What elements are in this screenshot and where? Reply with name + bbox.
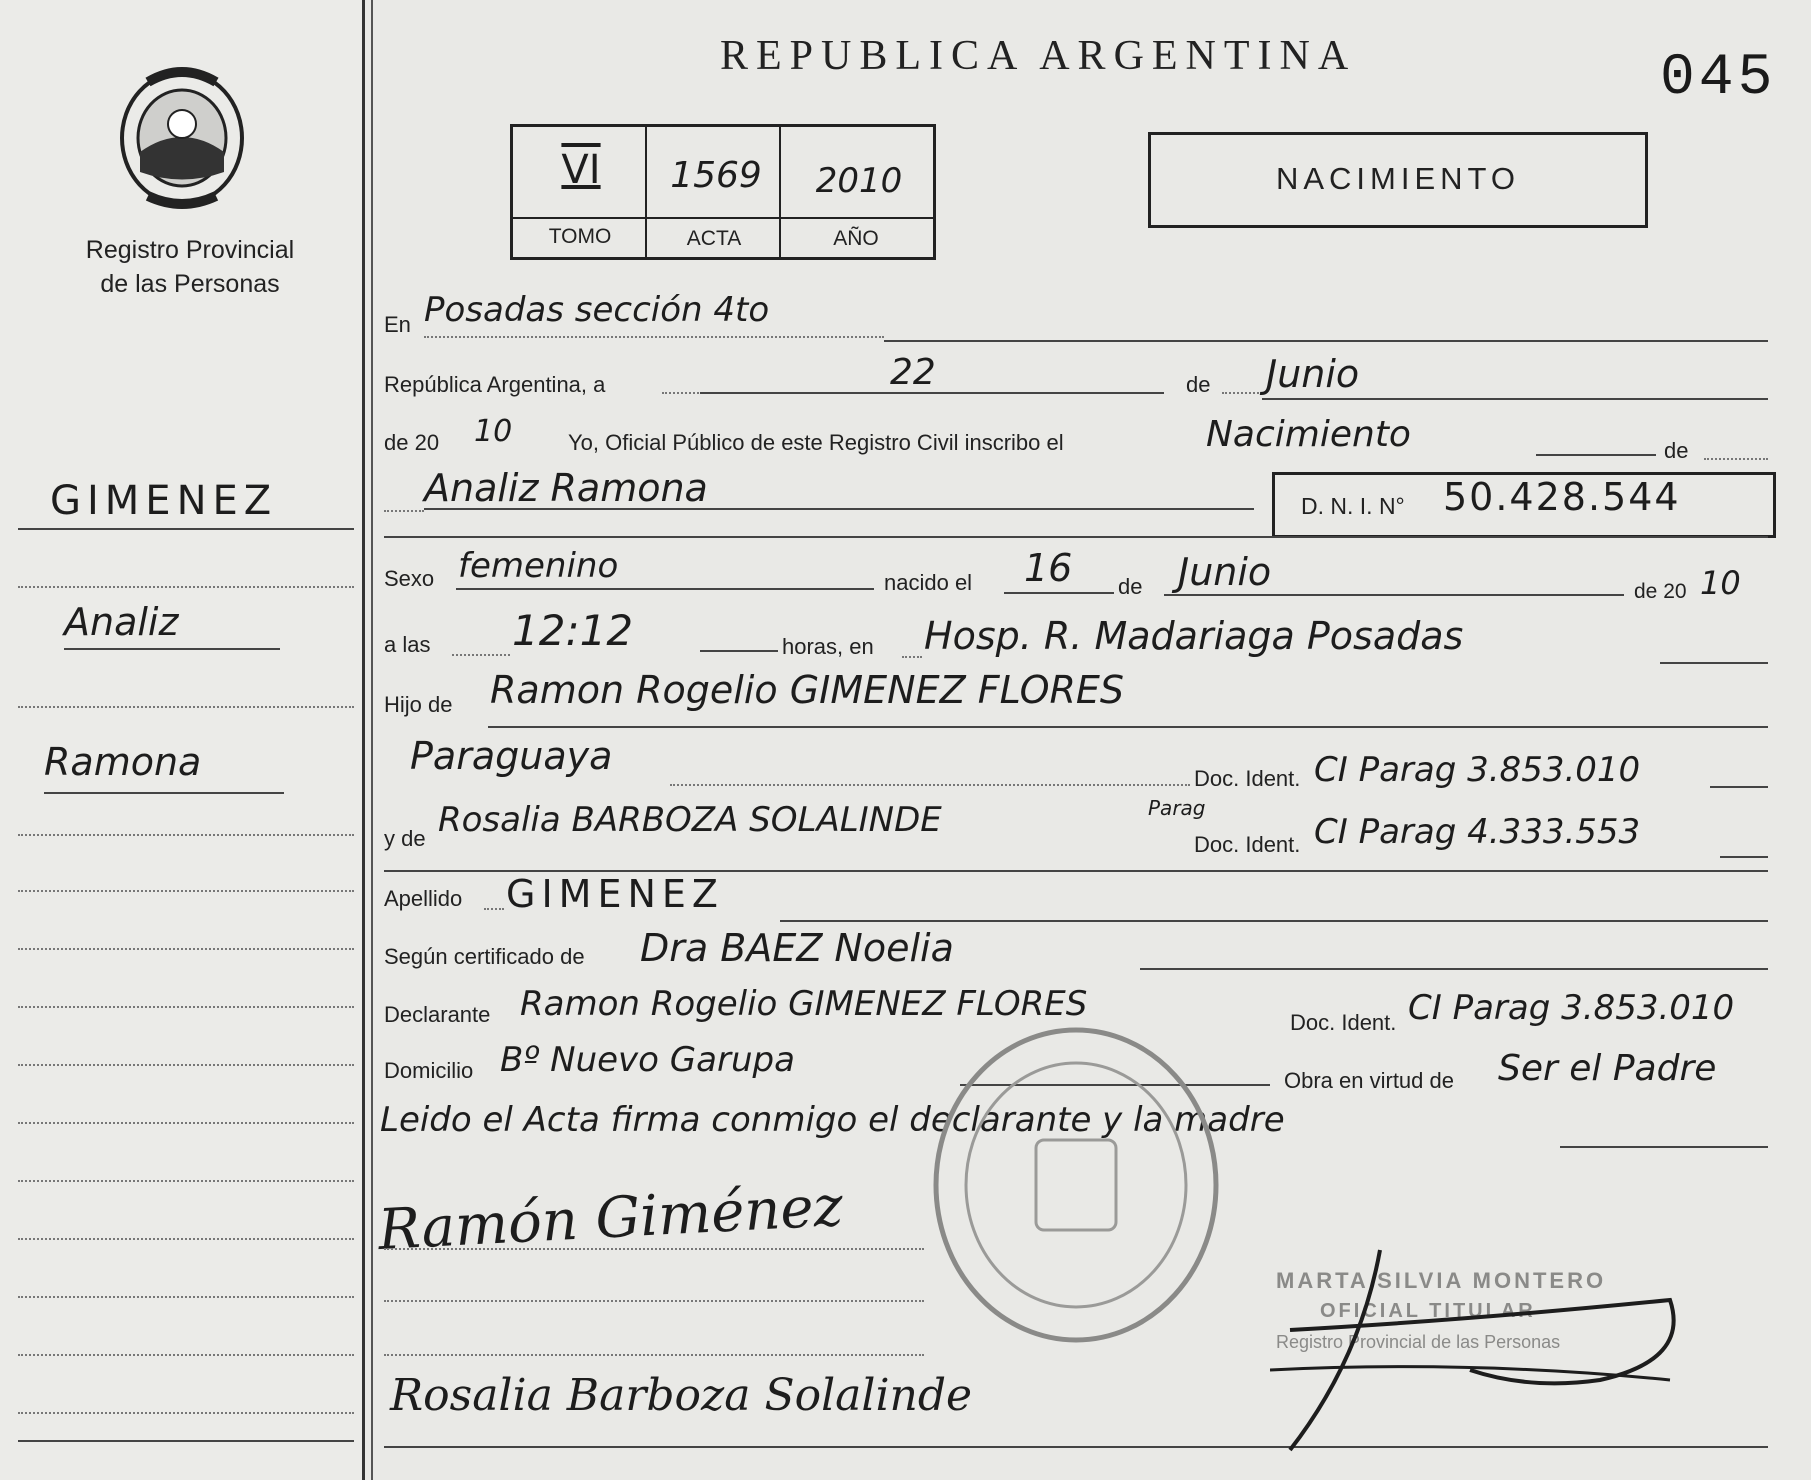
dni-label: D. N. I. N° (1301, 493, 1405, 519)
sexo-value: femenino (458, 546, 619, 586)
month-value: Junio (1266, 352, 1360, 396)
time-value: 12:12 (512, 606, 634, 655)
birth-day: 16 (1024, 546, 1073, 590)
birth-month: Junio (1178, 550, 1272, 594)
father-doc: CI Parag 3.853.010 (1314, 750, 1641, 790)
mother-nationality: Parag (1148, 796, 1206, 820)
alas-label: a las (384, 632, 431, 657)
de-label: de (1186, 372, 1211, 397)
act-type-box (1148, 132, 1648, 228)
official-name: MARTA SILVIA MONTERO (1276, 1268, 1607, 1293)
stub-name2: Ramona (44, 740, 202, 784)
child-name: Analiz Ramona (424, 466, 708, 510)
nacido-label: nacido el (884, 570, 973, 595)
segun-label: Según certificado de (384, 944, 585, 969)
registry-title-line1: Registro Provincial (85, 236, 295, 264)
declarante-doc-label: Doc. Ident. (1290, 1010, 1397, 1035)
declarante-value: Ramon Rogelio GIMENEZ FLORES (520, 984, 1088, 1024)
country-title: REPUBLICA ARGENTINA (720, 33, 1357, 79)
obra-label: Obra en virtud de (1284, 1068, 1454, 1093)
de-label-3: de (1118, 574, 1143, 599)
registry-title-line2: de las Personas (100, 270, 280, 298)
stub-divider (362, 0, 365, 1480)
obra-value: Ser el Padre (1498, 1048, 1717, 1089)
declarante-doc: CI Parag 3.853.010 (1408, 988, 1735, 1028)
apellido-label: Apellido (384, 886, 463, 911)
register-table (510, 124, 936, 260)
day-value: 22 (890, 352, 936, 393)
year-suffix: 10 (474, 414, 513, 449)
domicilio-label: Domicilio (384, 1058, 474, 1083)
act-type: NACIMIENTO (1275, 161, 1521, 196)
apellido-value: GIMENEZ (506, 872, 724, 916)
birth-year-suffix: 10 (1700, 564, 1741, 602)
signature-father: Ramón Giménez (376, 1173, 845, 1264)
stub-name1: Analiz (64, 600, 179, 644)
sexo-label: Sexo (384, 566, 435, 591)
dni-box (1272, 472, 1776, 538)
official-office: Registro Provincial de las Personas (1276, 1332, 1561, 1352)
act-value: Nacimiento (1206, 414, 1411, 455)
birth-year-prefix: de 20 (1634, 580, 1687, 603)
anio-label: AÑO (833, 227, 879, 250)
province-seal (108, 62, 256, 212)
tomo-value: VI (561, 147, 601, 193)
de20-label: de 20 (384, 430, 440, 455)
stub-divider-inner (371, 0, 373, 1480)
de-label-2: de (1664, 438, 1689, 463)
document-number: 045 (1660, 46, 1777, 111)
stub-surname: GIMENEZ (50, 478, 278, 524)
declarante-label: Declarante (384, 1002, 491, 1027)
yde-label: y de (384, 826, 426, 851)
horas-label: horas, en (782, 634, 874, 659)
official-seal-icon (926, 1020, 1226, 1350)
acta-value: 1569 (670, 155, 762, 196)
hijo-label: Hijo de (384, 692, 453, 717)
yo-label: Yo, Oficial Público de este Registro Civil inscribo el (568, 430, 1064, 455)
father-nationality: Paraguaya (410, 734, 613, 778)
place-value: Hosp. R. Madariaga Posadas (924, 614, 1464, 658)
signature-mother: Rosalia Barboza Solalinde (390, 1370, 973, 1421)
father-doc-label: Doc. Ident. (1194, 766, 1301, 791)
official-role: OFICIAL TITULAR (1320, 1300, 1536, 1322)
en-value: Posadas sección 4to (424, 290, 770, 330)
mother-doc-label: Doc. Ident. (1194, 832, 1301, 857)
dni-value: 50.428.544 (1443, 475, 1681, 519)
father-name: Ramon Rogelio GIMENEZ FLORES (490, 668, 1125, 712)
province-seal-icon (108, 62, 256, 212)
en-label: En (384, 312, 411, 337)
mother-name: Rosalia BARBOZA SOLALINDE (438, 800, 942, 840)
official-seal (926, 1020, 1226, 1350)
official-signature-mark (1270, 1240, 1690, 1460)
mother-doc: CI Parag 4.333.553 (1314, 812, 1641, 852)
republica-label: República Argentina, a (384, 372, 606, 397)
segun-value: Dra BAEZ Noelia (640, 926, 954, 970)
leido-text: Leido el Acta firma conmigo el declarante y la madre (380, 1100, 1285, 1140)
anio-value: 2010 (815, 161, 903, 201)
tomo-label: TOMO (548, 225, 612, 248)
acta-label: ACTA (686, 227, 742, 250)
domicilio-value: Bº Nuevo Garupa (500, 1040, 795, 1080)
